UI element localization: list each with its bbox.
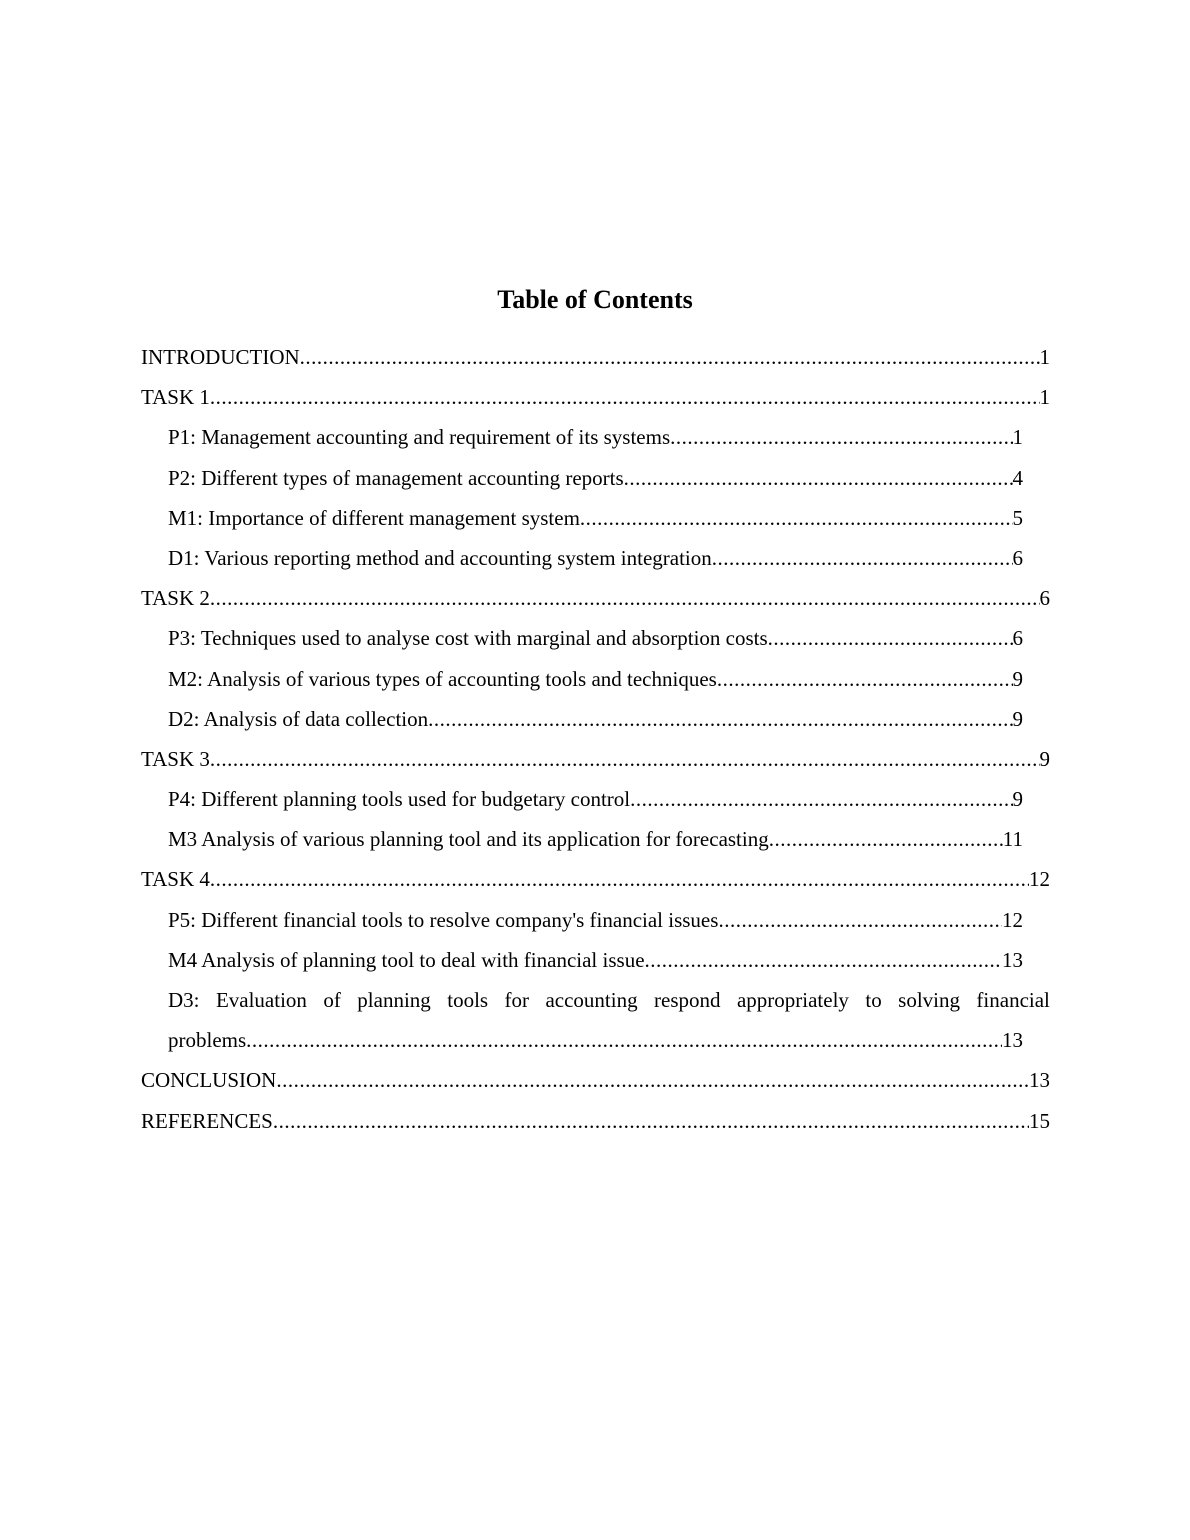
toc-entry[interactable] — [168, 779, 1023, 819]
toc-entry-text: INTRODUCTION — [141, 345, 300, 369]
toc-entry[interactable] — [168, 659, 1023, 699]
toc-entry[interactable] — [141, 739, 1050, 779]
toc-word: accounting — [545, 988, 638, 1012]
toc-page-number: 4 — [1012, 465, 1023, 490]
toc-entry-text: CONCLUSION — [141, 1068, 277, 1093]
toc-entry-text: P2: Different types of management accounting reports — [168, 465, 624, 490]
toc-leader-dots — [624, 458, 1013, 498]
toc-page-number: 9 — [1039, 746, 1050, 771]
toc-entry-wrapped[interactable] — [168, 980, 1050, 1060]
toc-entry-text: M4 Analysis of planning tool to deal with financial issue — [168, 947, 645, 972]
toc-page-number: 9 — [1012, 666, 1023, 691]
toc-word: of — [323, 988, 341, 1012]
toc-page-number: 6 — [1012, 626, 1023, 651]
toc-entry-text: TASK 2 — [141, 586, 210, 611]
toc-entry-text: D2: Analysis of data collection — [168, 706, 429, 731]
toc-entry-text: M2: Analysis of various types of accounting tools and techniques — [168, 666, 717, 691]
toc-word: D3: — [168, 988, 200, 1012]
toc-page-number: 12 — [1029, 867, 1050, 892]
toc-page-number: 1 — [1039, 345, 1050, 369]
toc-page-number: 13 — [1029, 1068, 1050, 1093]
toc-page-number: 13 — [1002, 1028, 1023, 1053]
toc-page-number: 9 — [1012, 706, 1023, 731]
toc-entry-text: problems — [168, 1028, 247, 1053]
toc-leader-dots — [246, 1020, 1002, 1060]
toc-leader-dots — [273, 1101, 1029, 1141]
toc-entry-text: TASK 4 — [141, 867, 210, 892]
toc-page-number: 6 — [1012, 545, 1023, 570]
toc-leader-dots — [769, 819, 1003, 859]
toc-leader-dots — [768, 618, 1013, 658]
toc-entry-text: M1: Importance of different management system — [168, 505, 580, 530]
toc-word: tools — [447, 988, 489, 1012]
toc-entry[interactable] — [168, 900, 1023, 940]
toc-word: respond — [654, 988, 721, 1012]
toc-entry[interactable] — [168, 538, 1023, 578]
toc-leader-dots — [645, 940, 1002, 980]
toc-entry-text: P4: Different planning tools used for budgetary control — [168, 787, 631, 812]
toc-page-number: 6 — [1039, 586, 1050, 611]
toc-entry-text: REFERENCES — [141, 1108, 273, 1133]
toc-list — [0, 337, 1190, 1141]
toc-entry[interactable] — [168, 699, 1023, 739]
toc-word: to — [865, 988, 882, 1012]
toc-leader-dots — [712, 538, 1013, 578]
toc-entry-text: P1: Management accounting and requirement of its systems — [168, 425, 671, 450]
toc-word: planning — [357, 988, 431, 1012]
toc-entry[interactable] — [168, 819, 1023, 859]
toc-leader-dots — [210, 578, 1040, 618]
toc-page-number: 1 — [1039, 385, 1050, 410]
toc-entry-text-line1 — [168, 980, 1050, 1020]
toc-word: financial — [976, 988, 1050, 1012]
toc-leader-dots — [210, 377, 1040, 417]
toc-leader-dots — [717, 659, 1013, 699]
toc-page-number: 11 — [1002, 827, 1023, 852]
toc-page-number: 13 — [1002, 947, 1023, 972]
toc-entry[interactable] — [141, 1101, 1050, 1141]
toc-page-number: 1 — [1012, 425, 1023, 450]
toc-title: Table of Contents — [497, 285, 693, 314]
toc-word: for — [504, 988, 530, 1012]
toc-entry[interactable] — [168, 458, 1023, 498]
toc-leader-dots — [210, 739, 1040, 779]
toc-entry-text: P3: Techniques used to analyse cost with marginal and absorption costs — [168, 626, 768, 651]
toc-page-number: 5 — [1012, 505, 1023, 530]
toc-entry-text: TASK 1 — [141, 385, 210, 410]
toc-entry[interactable] — [141, 859, 1050, 899]
toc-entry[interactable] — [168, 940, 1023, 980]
toc-page-number: 9 — [1012, 787, 1023, 812]
toc-entry-text: M3 Analysis of various planning tool and its application for forecasting — [168, 827, 769, 852]
toc-leader-dots — [718, 900, 1002, 940]
toc-leader-dots — [276, 1060, 1029, 1100]
toc-entry[interactable] — [168, 417, 1023, 457]
toc-entry-text: TASK 3 — [141, 746, 210, 771]
toc-entry[interactable] — [141, 377, 1050, 417]
toc-entry-text: D1: Various reporting method and accounting system integration — [168, 545, 712, 570]
toc-word: appropriately — [736, 988, 849, 1012]
toc-page-number: 15 — [1029, 1108, 1050, 1133]
toc-word: Evaluation — [215, 988, 307, 1012]
toc-leader-dots — [630, 779, 1012, 819]
toc-entry[interactable] — [168, 498, 1023, 538]
toc-entry[interactable] — [141, 578, 1050, 618]
toc-page-number: 12 — [1002, 907, 1023, 932]
toc-entry-text: P5: Different financial tools to resolve company's financial issues — [168, 907, 719, 932]
toc-word: solving — [898, 988, 960, 1012]
toc-entry[interactable] — [168, 618, 1023, 658]
toc-leader-dots — [428, 699, 1012, 739]
toc-entry[interactable] — [141, 1060, 1050, 1100]
toc-leader-dots — [580, 498, 1013, 538]
toc-leader-dots — [300, 337, 1040, 377]
toc-leader-dots — [210, 859, 1029, 899]
toc-leader-dots — [670, 417, 1012, 457]
toc-entry[interactable] — [141, 337, 1050, 377]
